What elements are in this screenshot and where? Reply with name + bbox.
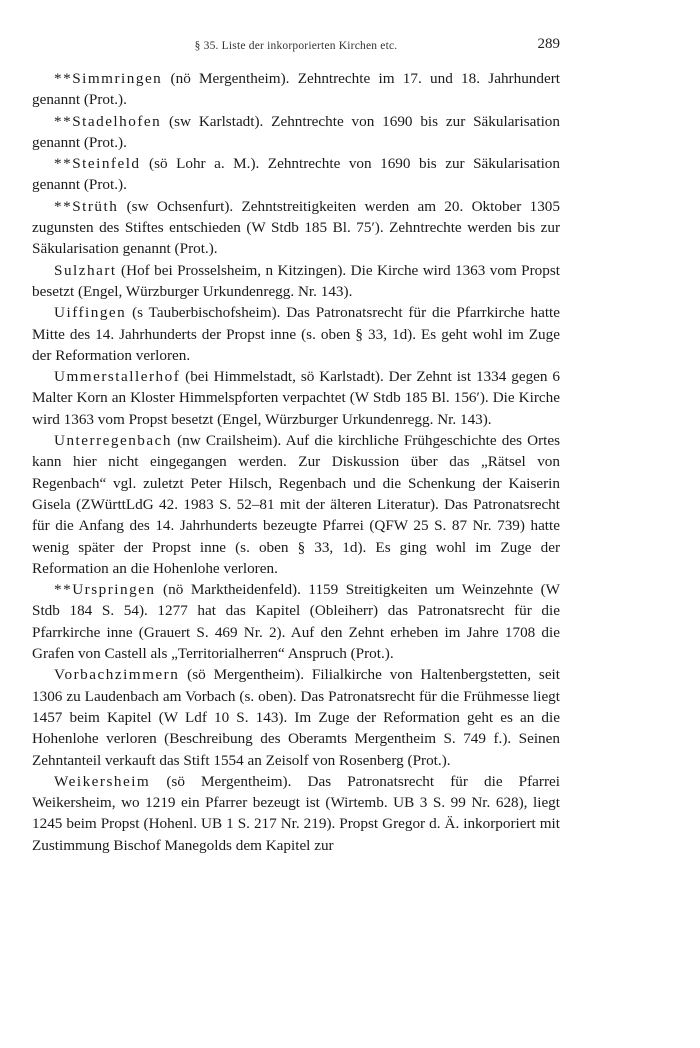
entry-weikersheim: [32, 771, 560, 856]
entry-text: (sö Mergentheim). Filialkirche von Haltenbergstetten, seit 1306 zu Laudenbach am Vorbach (s. oben). Das Patronatsrecht für die Frühmesse liegt 1457 beim Kapitel (W Ldf 10 S. 143). Im Zuge der Reformation geht es an die Hohenlohe verloren (Beschreibung des Oberamts Mergentheim S. 749 f.). Seinen Zehntanteil verkauft das Stift 1554 an Zeisolf von Rosenberg (Prot.).: [32, 666, 560, 769]
place-name: Sulzhart: [54, 261, 117, 279]
place-name: Vorbachzimmern: [54, 666, 180, 684]
entry-text: (Hof bei Prosselsheim, n Kitzingen). Die Kirche wird 1363 vom Propst besetzt (Engel, Würzburger Urkundenregg. Nr. 143).: [32, 261, 560, 300]
place-name: Weikersheim: [54, 772, 151, 790]
entry-text: (sö Mergentheim). Das Patronatsrecht für die Pfarrei Weikersheim, wo 1219 ein Pfarrer bezeugt ist (Wirtemb. UB 3 S. 99 Nr. 628), liegt 1245 beim Propst (Hohenl. UB 1 S. 217 Nr. 219). Propst Gregor d. Ä. inkorporiert mit Zustimmung Bischof Manegolds dem Kapitel zur: [32, 772, 560, 854]
entry-steinfeld: [32, 153, 560, 196]
entry-urspringen: [32, 579, 560, 664]
running-title: § 35. Liste der inkorporierten Kirchen etc.: [194, 40, 398, 52]
place-name: **Urspringen: [54, 581, 156, 599]
entry-vorbachzimmern: [32, 664, 560, 770]
place-name: Uiffingen: [54, 304, 127, 322]
entry-sulzhart: [32, 260, 560, 303]
page-header: [32, 36, 560, 58]
page-number: 289: [537, 36, 560, 52]
entry-text: (nö Mergentheim). Zehntrechte im 17. und 18. Jahrhundert genannt (Prot.).: [32, 70, 560, 109]
entry-stadelhofen: [32, 111, 560, 154]
entry-ummerstallerhof: [32, 366, 560, 430]
place-name: **Steinfeld: [54, 155, 141, 173]
entry-unterregenbach: [32, 430, 560, 579]
entry-simmringen: [32, 68, 560, 111]
body-text: [32, 68, 560, 856]
entry-strueth: [32, 196, 560, 260]
entry-text: (sw Ochsenfurt). Zehntstreitigkeiten werden am 20. Oktober 1305 zugunsten des Stiftes entschieden (W Stdb 185 Bl. 75′). Zehntrechte werden bis zur Säkularisation genannt (Prot.).: [32, 197, 560, 258]
place-name: Ummerstallerhof: [54, 368, 181, 386]
entry-text: (sw Karlstadt). Zehntrechte von 1690 bis zur Säkularisation genannt (Prot.).: [32, 112, 560, 151]
entry-text: (sö Lohr a. M.). Zehntrechte von 1690 bis zur Säkularisation genannt (Prot.).: [32, 155, 560, 194]
entry-text: (bei Himmelstadt, sö Karlstadt). Der Zehnt ist 1334 gegen 6 Malter Korn an Kloster Himmelspforten verpachtet (W Stdb 185 Bl. 156′). Die Kirche wird 1363 vom Propst besetzt (Engel, Würzburger Urkundenregg. Nr. 143).: [32, 368, 560, 428]
entry-text: (nö Marktheidenfeld). 1159 Streitigkeiten um Weinzehnte (W Stdb 184 S. 54). 1277 hat das Kapitel (Obleiherr) das Patronatsrecht für die Pfarrkirche inne (Grauert S. 469 Nr. 2). Auf den Zehnt erheben im Jahre 1708 die Grafen von Castell als „Territorialherren“ Anspruch (Prot.).: [32, 581, 560, 663]
entry-text: (nw Crailsheim). Auf die kirchliche Frühgeschichte des Ortes kann hier nicht eingegangen werden. Zur Diskussion über das „Rätsel von Regenbach“ vgl. zuletzt Peter Hilsch, Regenbach und die Schenkung der Kaiserin Gisela (ZWürttLdG 42. 1983 S. 52–81 mit der älteren Literatur). Das Patronatsrecht für die Anfang des 14. Jahrhunderts bezeugte Pfarrei (QFW 25 S. 87 Nr. 739) hatte wenig später der Propst inne (s. oben § 33, 1d). Es ging wohl im Zuge der Reformation an die Hohenlohe verloren.: [32, 432, 560, 577]
place-name: **Strüth: [54, 197, 119, 215]
entry-uiffingen: [32, 302, 560, 366]
place-name: **Stadelhofen: [54, 112, 162, 130]
place-name: Unterregenbach: [54, 432, 172, 450]
place-name: **Simmringen: [54, 70, 163, 87]
entry-text: (s Tauberbischofsheim). Das Patronatsrecht für die Pfarrkirche hatte Mitte des 14. Jahrhunderts der Propst inne (s. oben § 33, 1d). Es geht wohl im Zuge der Reformation verloren.: [32, 304, 560, 364]
